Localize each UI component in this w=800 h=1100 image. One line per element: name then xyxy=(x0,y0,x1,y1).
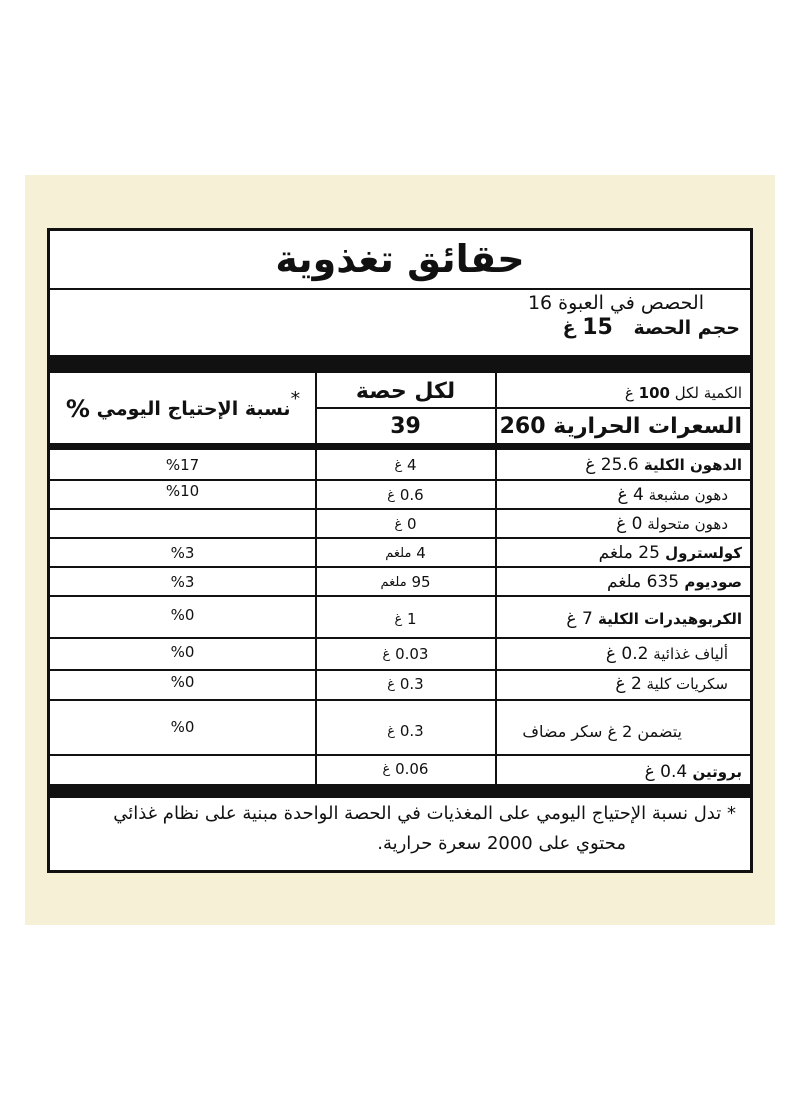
serving-amount xyxy=(318,717,493,745)
serving-unit: ملغم xyxy=(380,574,407,590)
nutrient-amount: 7 غ xyxy=(566,609,593,629)
daily-percent: %0 xyxy=(170,673,195,691)
serving-amount xyxy=(318,539,493,567)
serving-amount xyxy=(318,670,493,698)
serving-value: 4 xyxy=(407,456,417,474)
serving-unit: غ xyxy=(382,646,391,662)
row-name xyxy=(512,451,742,479)
serving-value: 0.03 xyxy=(395,645,429,663)
row-name xyxy=(512,568,742,596)
nutrient-name: الدهون الكلية xyxy=(643,456,742,474)
serving-unit: غ xyxy=(387,487,396,503)
serving-amount xyxy=(318,510,493,538)
nutrient-name: دهون مشبعة xyxy=(648,486,728,504)
per-serving-header: لكل حصة xyxy=(355,378,456,404)
row-name xyxy=(498,639,742,669)
footnote-line-1: * تدل نسبة الإحتياج اليومي على المغذيات في الحصة الواحدة مبنية على نظام غذائي xyxy=(113,803,736,824)
daily-percent: %17 xyxy=(165,456,200,474)
nutrient-amount: 635 ملغم xyxy=(607,572,680,592)
nutrient-name: سكريات كلية xyxy=(646,675,728,693)
daily-percent: %0 xyxy=(170,718,195,736)
nutrition-facts-label xyxy=(47,228,753,873)
nutrient-amount: 2 غ xyxy=(615,674,642,694)
daily-percent: %3 xyxy=(170,544,195,562)
nutrient-name: دهون متحولة xyxy=(647,515,728,533)
serving-unit: غ xyxy=(382,761,391,777)
thick-divider-top xyxy=(50,355,750,373)
nutrient-table xyxy=(50,373,750,784)
thick-divider-bottom xyxy=(50,784,750,798)
footnote-line-2: محتوي على 2000 سعرة حرارية. xyxy=(377,833,626,854)
nutrient-name: ألياف غذائية xyxy=(653,645,728,663)
serving-amount xyxy=(318,639,493,669)
serving-value: 95 xyxy=(411,573,431,591)
daily-value-label: نسبة الإحتياج اليومي xyxy=(96,398,291,420)
nutrient-amount: 0 غ xyxy=(616,514,643,534)
daily-percent: %3 xyxy=(170,573,195,591)
calories-per-serving: 39 xyxy=(390,413,421,439)
row-name xyxy=(498,510,742,538)
nutrient-amount: 25.6 غ xyxy=(585,455,639,475)
calories-row xyxy=(499,411,742,441)
nutrient-name: صوديوم xyxy=(684,573,742,591)
row-name xyxy=(498,481,742,509)
row-name xyxy=(452,717,742,745)
per-100-unit: غ xyxy=(624,384,634,402)
serving-amount xyxy=(318,481,493,509)
label-title: حقائق تغذوية xyxy=(50,231,750,290)
daily-value-star: * xyxy=(290,388,301,410)
row-name xyxy=(512,539,742,567)
serving-value: 0.3 xyxy=(399,675,424,693)
nutrient-amount: 25 ملغم xyxy=(598,543,660,563)
per-100-header xyxy=(512,381,742,405)
serving-value: 0.6 xyxy=(399,486,424,504)
serving-value: 0.06 xyxy=(395,760,429,778)
serving-info xyxy=(60,291,740,341)
daily-value-percent: % xyxy=(65,395,90,423)
serving-value: 0.3 xyxy=(399,722,424,740)
serving-value: 4 xyxy=(416,544,426,562)
serving-amount xyxy=(318,756,493,782)
footnote xyxy=(60,799,736,859)
serving-amount xyxy=(318,451,493,479)
daily-percent: %10 xyxy=(165,482,200,500)
serving-unit: ملغم xyxy=(385,545,412,561)
serving-value: 0 xyxy=(407,515,417,533)
row-divider xyxy=(50,699,750,701)
serving-size-value: 15 xyxy=(582,315,613,340)
per-100-label: الكمية لكل xyxy=(674,384,742,402)
nutrient-amount: 4 غ xyxy=(617,485,644,505)
nutrient-amount: 0.4 غ xyxy=(644,762,688,782)
column-divider xyxy=(315,373,317,784)
daily-value-header xyxy=(58,388,308,425)
serving-unit: غ xyxy=(387,723,396,739)
thick-divider-header xyxy=(50,443,750,450)
serving-unit: غ xyxy=(394,457,403,473)
nutrient-name: بروتين xyxy=(692,763,742,781)
serving-amount xyxy=(318,603,493,635)
serving-value: 1 xyxy=(407,610,417,628)
serving-unit: غ xyxy=(394,611,403,627)
calories-per-100: 260 xyxy=(499,413,546,439)
serving-size-unit: غ xyxy=(562,317,576,339)
serving-unit: غ xyxy=(394,516,403,532)
servings-per-package: الحصص في العبوة 16 xyxy=(527,292,704,314)
nutrient-amount: 0.2 غ xyxy=(605,644,649,664)
nutrient-name: كولسترول xyxy=(665,544,742,562)
row-name xyxy=(512,603,742,635)
serving-size xyxy=(60,315,740,341)
serving-size-label: حجم الحصة xyxy=(633,317,740,339)
serving-unit: غ xyxy=(387,676,396,692)
per-100-value: 100 xyxy=(638,384,670,402)
calories-label: السعرات الحرارية xyxy=(553,413,742,439)
row-name xyxy=(498,670,742,698)
header-divider xyxy=(315,407,750,409)
daily-percent: %0 xyxy=(170,606,195,624)
nutrient-name: يتضمن 2 غ سكر مضاف xyxy=(522,721,682,741)
row-name xyxy=(512,759,742,785)
daily-percent: %0 xyxy=(170,643,195,661)
serving-amount xyxy=(318,568,493,596)
nutrient-name: الكربوهيدرات الكلية xyxy=(598,610,742,628)
